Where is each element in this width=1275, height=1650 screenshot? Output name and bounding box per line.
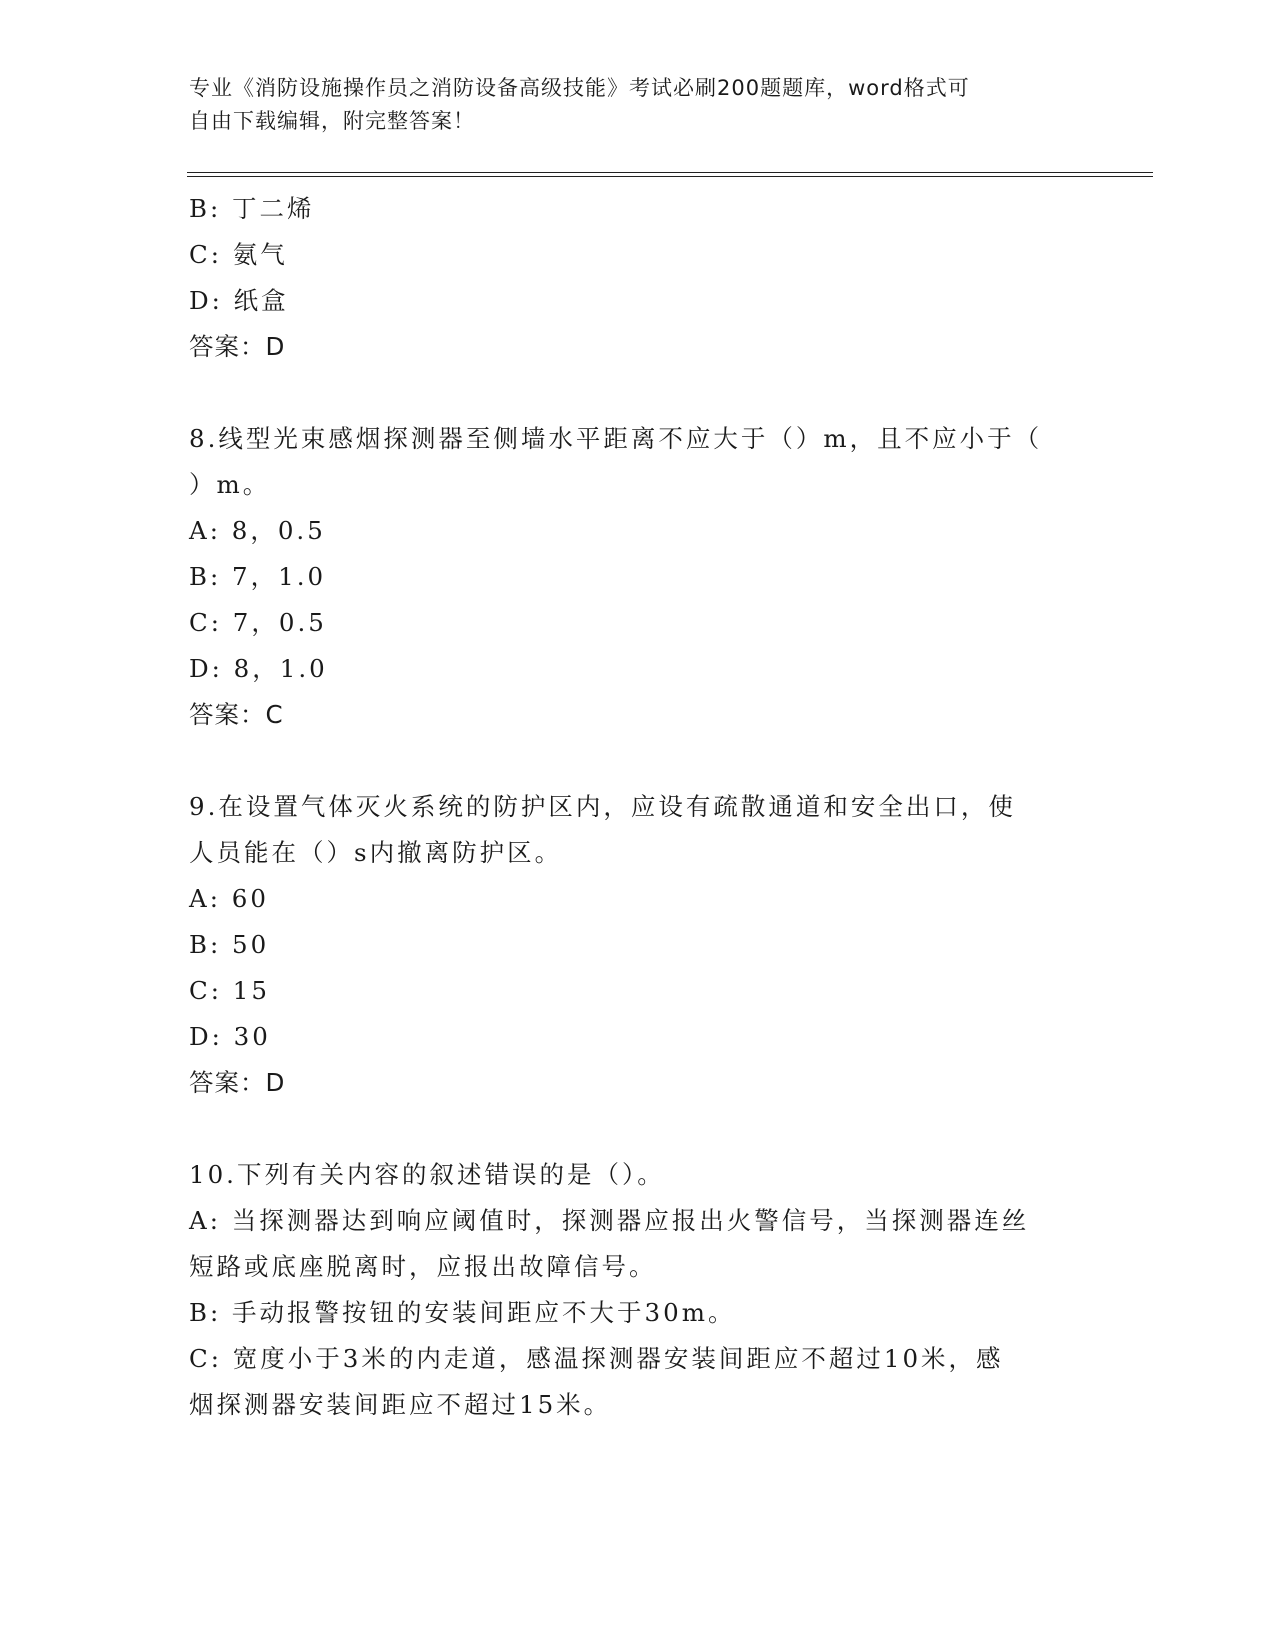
q8-option-b: B: 7，1.0 bbox=[189, 562, 327, 591]
q9-option-c: C: 15 bbox=[189, 976, 270, 1005]
q8-option-d: D: 8，1.0 bbox=[189, 654, 328, 683]
q8-option-a: A: 8，0.5 bbox=[189, 516, 326, 545]
q10-option-c-line-2: 烟探测器安装间距应不超过15米。 bbox=[189, 1390, 612, 1419]
q9-option-a: A: 60 bbox=[189, 884, 269, 913]
q8-answer: 答案：C bbox=[189, 700, 284, 729]
q8-option-c: C: 7，0.5 bbox=[189, 608, 327, 637]
header-rule-bottom bbox=[187, 176, 1153, 177]
q9-stem-line-2: 人员能在（）s内撤离防护区。 bbox=[189, 838, 563, 867]
question-9 bbox=[189, 784, 1089, 1106]
q8-stem-line-1: 8.线型光束感烟探测器至侧墙水平距离不应大于（）m，且不应小于（ bbox=[189, 424, 1043, 453]
question-8 bbox=[189, 416, 1089, 738]
q10-option-c-line-1: C: 宽度小于3米的内走道，感温探测器安装间距应不超过10米，感 bbox=[189, 1344, 1004, 1373]
header-line-2: 自由下载编辑，附完整答案！ bbox=[189, 109, 475, 133]
q9-answer: 答案：D bbox=[189, 1068, 286, 1097]
q9-option-b: B: 50 bbox=[189, 930, 270, 959]
q7-option-c: C: 氨气 bbox=[189, 240, 288, 269]
q10-option-a-line-2: 短路或底座脱离时，应报出故障信号。 bbox=[189, 1252, 657, 1281]
q7-answer: 答案：D bbox=[189, 332, 286, 361]
header-line-1: 专业《消防设施操作员之消防设备高级技能》考试必刷200题题库，word格式可 bbox=[189, 76, 970, 100]
q10-option-b: B: 手动报警按钮的安装间距应不大于30m。 bbox=[189, 1298, 736, 1327]
q7-option-b: B: 丁二烯 bbox=[189, 194, 315, 223]
q10-option-a-line-1: A: 当探测器达到响应阈值时，探测器应报出火警信号，当探测器连丝 bbox=[189, 1206, 1030, 1235]
q9-option-d: D: 30 bbox=[189, 1022, 271, 1051]
question-7-tail bbox=[189, 186, 1089, 370]
question-content bbox=[189, 186, 1089, 1428]
q8-stem-line-2: ）m。 bbox=[189, 470, 271, 499]
document-header bbox=[189, 72, 1089, 138]
q7-option-d: D: 纸盒 bbox=[189, 286, 289, 315]
question-10 bbox=[189, 1152, 1089, 1428]
q9-stem-line-1: 9.在设置气体灭火系统的防护区内，应设有疏散通道和安全出口，使 bbox=[189, 792, 1016, 821]
header-rule-top bbox=[187, 172, 1153, 173]
q10-stem: 10.下列有关内容的叙述错误的是（）。 bbox=[189, 1160, 665, 1189]
